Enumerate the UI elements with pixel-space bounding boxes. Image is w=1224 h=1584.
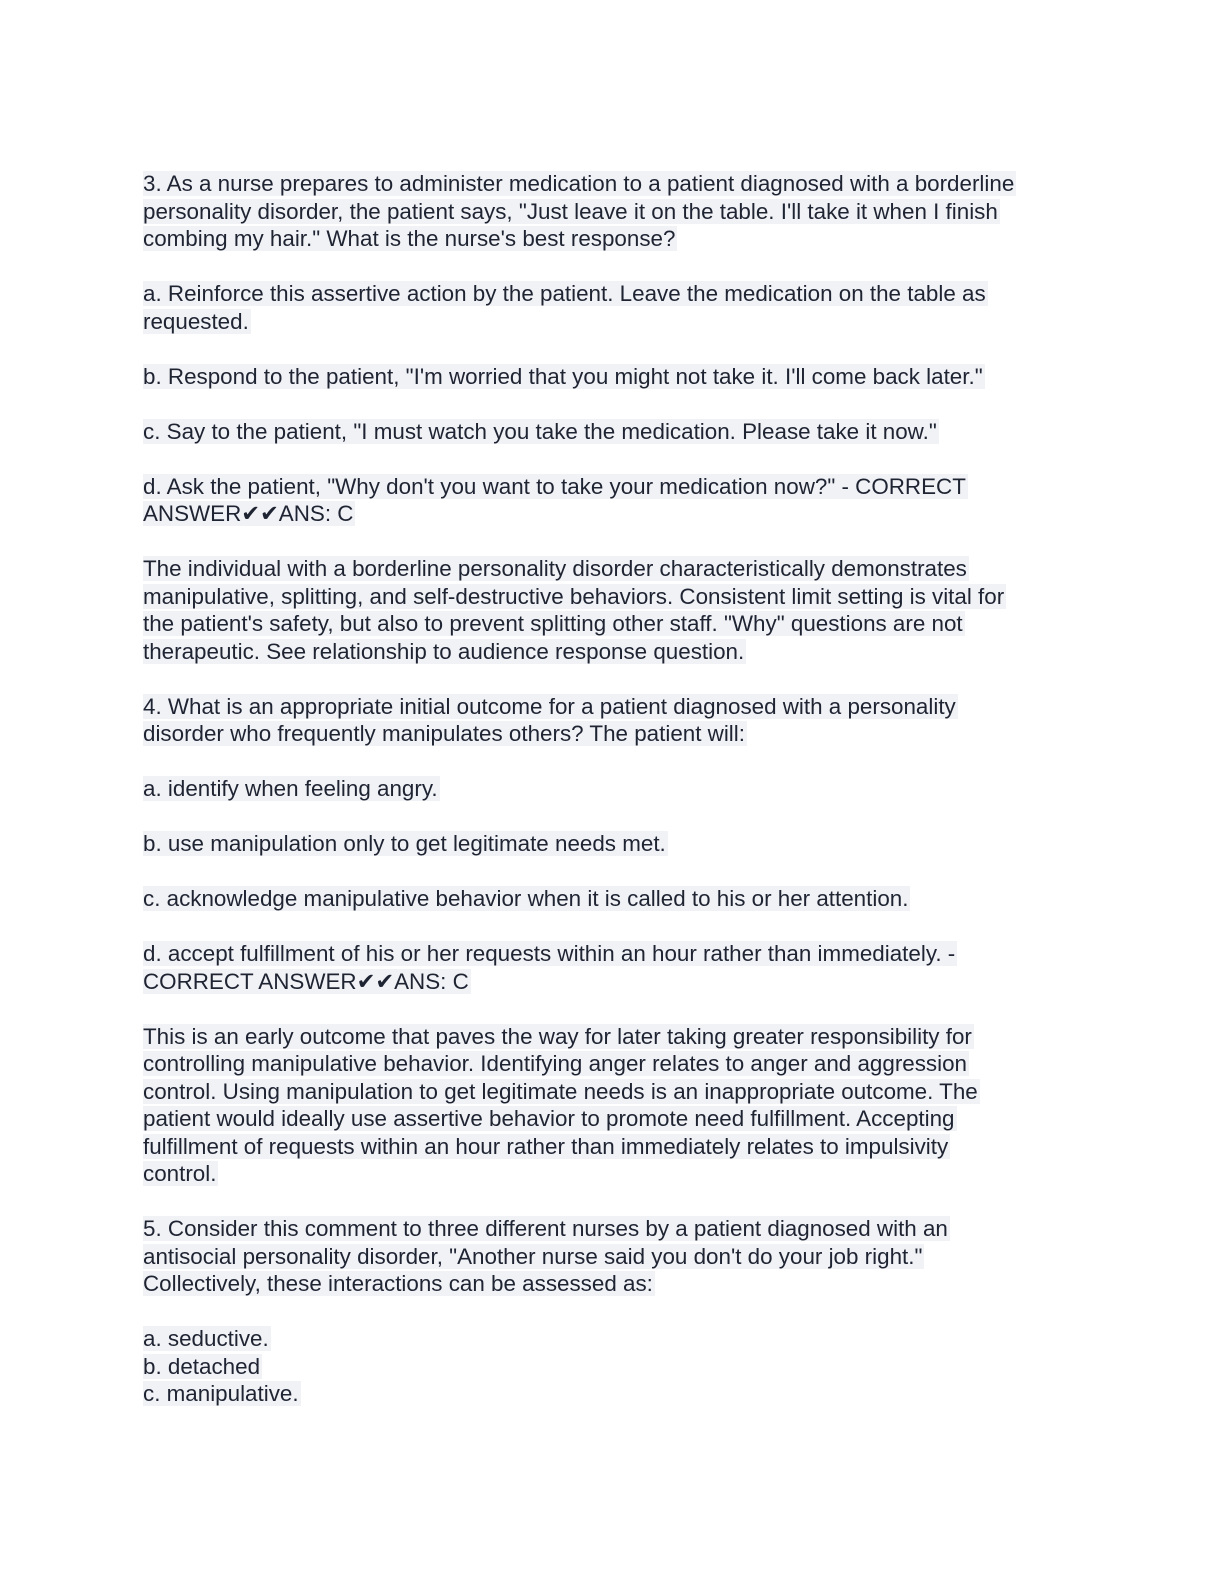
answer-line: CORRECT ANSWER✔✔ANS: C — [143, 968, 469, 994]
text-line: a. Reinforce this assertive action by the patient. Leave the medication on the table as — [143, 281, 986, 306]
text-line: 4. What is an appropriate initial outcome for a patient diagnosed with a personality — [143, 693, 956, 719]
question-3-option-a — [143, 280, 1083, 335]
text-line: b. use manipulation only to get legitimate needs met. — [143, 831, 666, 856]
text-line: a. identify when feeling angry. — [143, 776, 438, 801]
text-line: antisocial personality disorder, "Another nurse said you don't do your job right." — [143, 1243, 923, 1269]
text-line: requested. — [143, 308, 249, 334]
text-line: control. — [143, 1161, 217, 1186]
question-5-options — [143, 1325, 1083, 1408]
question-4-stem — [143, 693, 1083, 748]
option-line: b. detached — [143, 1353, 261, 1379]
question-4-option-a — [143, 775, 1083, 803]
question-4-option-d-answer — [143, 940, 1083, 995]
text-line: c. Say to the patient, "I must watch you take the medication. Please take it now." — [143, 418, 937, 444]
text-line: Collectively, these interactions can be assessed as: — [143, 1271, 653, 1296]
question-4-rationale — [143, 1023, 1083, 1188]
text-line: personality disorder, the patient says, "Just leave it on the table. I'll take it when I finish — [143, 198, 998, 224]
text-line: d. Ask the patient, "Why don't you want to take your medication now?" - CORRECT — [143, 473, 966, 499]
text-line: d. accept fulfillment of his or her requests within an hour rather than immediately. - — [143, 941, 956, 966]
text-line: b. Respond to the patient, "I'm worried that you might not take it. I'll come back later." — [143, 363, 983, 389]
question-5-stem — [143, 1215, 1083, 1298]
text-line: 3. As a nurse prepares to administer medication to a patient diagnosed with a borderline — [143, 171, 1015, 196]
question-4-option-b — [143, 830, 1083, 858]
text-line: c. acknowledge manipulative behavior when it is called to his or her attention. — [143, 886, 909, 911]
text-line: The individual with a borderline personality disorder characteristically demonstrates — [143, 556, 967, 581]
text-line: patient would ideally use assertive behavior to promote need fulfillment. Accepting — [143, 1106, 955, 1131]
option-line: c. manipulative. — [143, 1381, 299, 1406]
text-line: therapeutic. See relationship to audience response question. — [143, 638, 745, 664]
text-line: This is an early outcome that paves the way for later taking greater responsibility for — [143, 1023, 972, 1049]
question-3-option-d-answer — [143, 473, 1083, 528]
text-line: controlling manipulative behavior. Identifying anger relates to anger and aggression — [143, 1051, 968, 1076]
question-3-stem — [143, 170, 1083, 253]
question-3-rationale — [143, 555, 1083, 665]
question-4-option-c — [143, 885, 1083, 913]
text-line: combing my hair." What is the nurse's best response? — [143, 226, 676, 251]
answer-line: ANSWER✔✔ANS: C — [143, 501, 354, 526]
document-body — [143, 170, 1083, 1408]
question-3-option-c — [143, 418, 1083, 446]
text-line: control. Using manipulation to get legitimate needs is an inappropriate outcome. The — [143, 1078, 978, 1104]
question-3-option-b — [143, 363, 1083, 391]
text-line: 5. Consider this comment to three different nurses by a patient diagnosed with an — [143, 1216, 948, 1241]
text-line: disorder who frequently manipulates others? The patient will: — [143, 721, 745, 746]
text-line: fulfillment of requests within an hour rather than immediately relates to impulsivity — [143, 1133, 949, 1159]
text-line: manipulative, splitting, and self-destructive behaviors. Consistent limit setting is vital for — [143, 583, 1005, 609]
text-line: the patient's safety, but also to prevent splitting other staff. "Why" questions are not — [143, 611, 963, 636]
option-line: a. seductive. — [143, 1326, 269, 1351]
